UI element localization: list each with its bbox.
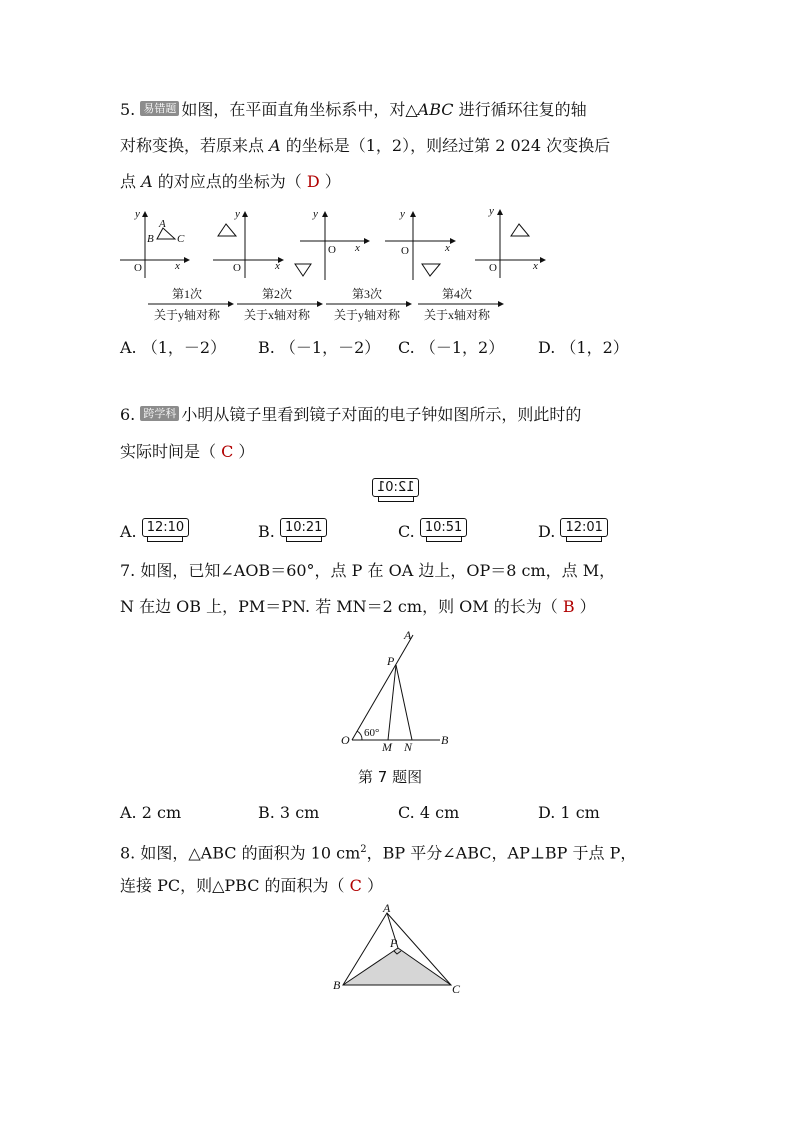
q6-option-c-time: 10:51 bbox=[424, 520, 463, 535]
q5-line3 bbox=[120, 172, 341, 192]
q5-point-a-2: A bbox=[141, 172, 153, 191]
q8-label-b: B bbox=[333, 978, 341, 992]
q7-close: ） bbox=[574, 597, 596, 616]
p1-label-b: B bbox=[147, 233, 154, 245]
p4-x-label: x bbox=[445, 242, 450, 254]
q7-option-b: B. 3 cm bbox=[258, 803, 320, 822]
q7-label-n: N bbox=[404, 740, 413, 754]
q8-label-a: A bbox=[383, 903, 391, 915]
q7-angle-label: 60° bbox=[364, 727, 380, 739]
q6-option-d-clock bbox=[560, 518, 607, 537]
p4-y-label: y bbox=[400, 208, 405, 220]
q8-figure bbox=[330, 903, 470, 998]
q8-line1 bbox=[120, 840, 636, 863]
arrow1-top: 第1次 bbox=[171, 287, 203, 301]
q6-mirror-clock bbox=[372, 476, 419, 497]
q8-superscript: 2 bbox=[360, 844, 367, 855]
q5-option-d: D. （1，2） bbox=[538, 338, 629, 357]
p4-origin-label: O bbox=[401, 245, 409, 257]
arrow4-top: 第4次 bbox=[441, 287, 473, 301]
q7-option-a: A. 2 cm bbox=[120, 803, 182, 822]
q7-figure bbox=[335, 625, 460, 755]
q6-text2a: 实际时间是（ bbox=[120, 442, 222, 461]
q7-caption: 第 7 题图 bbox=[358, 768, 423, 786]
q5-line2 bbox=[120, 136, 610, 156]
q5-option-b: B. （－1，－2） bbox=[258, 338, 381, 357]
q6-option-d-time: 12:01 bbox=[565, 520, 603, 535]
p3-y-label: y bbox=[313, 208, 318, 220]
q5-figure bbox=[115, 200, 555, 330]
q6-option-c-letter: C. bbox=[398, 522, 415, 541]
q8-text1a: 8. 如图，△ABC 的面积为 10 cm bbox=[120, 843, 361, 863]
q6-option-b bbox=[258, 518, 327, 542]
q5-text2b: 的坐标是（1，2），则经过第 2 024 次变换后 bbox=[280, 136, 611, 155]
q7-label-p: P bbox=[387, 654, 395, 668]
q8-close: ） bbox=[361, 876, 383, 895]
q6-option-a-letter: A. bbox=[120, 522, 137, 541]
p1-x-label: x bbox=[175, 260, 180, 272]
q7-label-o: O bbox=[341, 733, 350, 747]
q5-option-c: C. （－1，2） bbox=[398, 338, 505, 357]
q8-line2 bbox=[120, 876, 383, 896]
arrow1-bottom: 关于y轴对称 bbox=[153, 308, 221, 322]
q5-text1b: 进行循环往复的轴 bbox=[453, 100, 587, 119]
q7-option-d: D. 1 cm bbox=[538, 803, 600, 822]
q6-option-c-clock bbox=[420, 518, 467, 537]
q6-option-a bbox=[120, 518, 189, 542]
q5-text3a: 点 bbox=[120, 172, 142, 191]
q6-option-a-clock bbox=[142, 518, 189, 537]
q8-text2a: 连接 PC，则△PBC 的面积为（ bbox=[120, 876, 350, 895]
p2-x-label: x bbox=[275, 260, 280, 272]
p2-origin-label: O bbox=[233, 262, 241, 274]
q6-line2 bbox=[120, 442, 254, 462]
q7-line2 bbox=[120, 597, 596, 617]
arrow3-bottom: 关于y轴对称 bbox=[333, 308, 401, 322]
p2-y-label: y bbox=[235, 208, 240, 220]
q6-badge: 跨学科 bbox=[140, 406, 179, 421]
q5-close: ） bbox=[319, 172, 341, 191]
p3-x-label: x bbox=[355, 242, 360, 254]
p5-y-label: y bbox=[489, 205, 494, 217]
q5-text3b: 的对应点的坐标为（ bbox=[152, 172, 307, 191]
p3-origin-label: O bbox=[328, 244, 336, 256]
q8-label-c: C bbox=[452, 982, 461, 996]
q6-option-b-clock bbox=[280, 518, 327, 537]
q7-label-a: A bbox=[404, 628, 412, 642]
q7-label-m: M bbox=[382, 740, 392, 754]
q7-line1: 7. 如图，已知∠AOB＝60°，点 P 在 OA 边上，OP＝8 cm，点 M， bbox=[120, 561, 616, 580]
q6-text1: 小明从镜子里看到镜子对面的电子钟如图所示，则此时的 bbox=[181, 405, 582, 424]
q5-text1: 如图，在平面直角坐标系中，对△ bbox=[181, 100, 418, 119]
mirror-clock-time: 12:01 bbox=[377, 480, 415, 495]
q8-answer: C bbox=[349, 876, 362, 895]
q6-answer: C bbox=[221, 442, 234, 461]
p5-origin-label: O bbox=[489, 262, 497, 274]
q5-text2a: 对称变换，若原来点 bbox=[120, 136, 270, 155]
p1-origin-label: O bbox=[134, 262, 142, 274]
q6-option-b-letter: B. bbox=[258, 522, 275, 541]
q6-number: 6. bbox=[120, 405, 136, 424]
arrow2-top: 第2次 bbox=[261, 287, 293, 301]
q6-option-b-time: 10:21 bbox=[284, 520, 323, 535]
q5-number: 5. bbox=[120, 100, 136, 119]
q5-triangle-name: ABC bbox=[417, 100, 454, 119]
q6-line1 bbox=[120, 405, 581, 425]
arrow3-top: 第3次 bbox=[351, 287, 383, 301]
q6-option-d bbox=[538, 518, 608, 542]
q7-option-c: C. 4 cm bbox=[398, 803, 460, 822]
arrow4-bottom: 关于x轴对称 bbox=[423, 308, 491, 322]
q8-text1b: ，BP 平分∠ABC，AP⊥BP 于点 P， bbox=[366, 843, 637, 863]
q5-line1 bbox=[120, 100, 587, 120]
mirror-clock-display bbox=[372, 478, 419, 497]
q5-option-a: A. （1，－2） bbox=[120, 338, 227, 357]
q7-text2a: N 在边 OB 上，PM＝PN. 若 MN＝2 cm，则 OM 的长为（ bbox=[120, 597, 563, 616]
p1-y-label: y bbox=[135, 208, 140, 220]
q6-option-c bbox=[398, 518, 467, 542]
q8-label-p: P bbox=[390, 936, 398, 950]
q7-label-b: B bbox=[441, 733, 449, 747]
arrow2-bottom: 关于x轴对称 bbox=[243, 308, 311, 322]
p5-x-label: x bbox=[533, 260, 538, 272]
q6-close: ） bbox=[233, 442, 255, 461]
p1-label-c: C bbox=[177, 233, 185, 245]
q6-option-d-letter: D. bbox=[538, 522, 556, 541]
p1-label-a: A bbox=[159, 218, 166, 230]
q7-answer: B bbox=[562, 597, 575, 616]
q5-point-a: A bbox=[269, 136, 281, 155]
q6-option-a-time: 12:10 bbox=[146, 520, 185, 535]
q5-answer: D bbox=[306, 172, 320, 191]
q5-badge: 易错题 bbox=[140, 101, 179, 116]
